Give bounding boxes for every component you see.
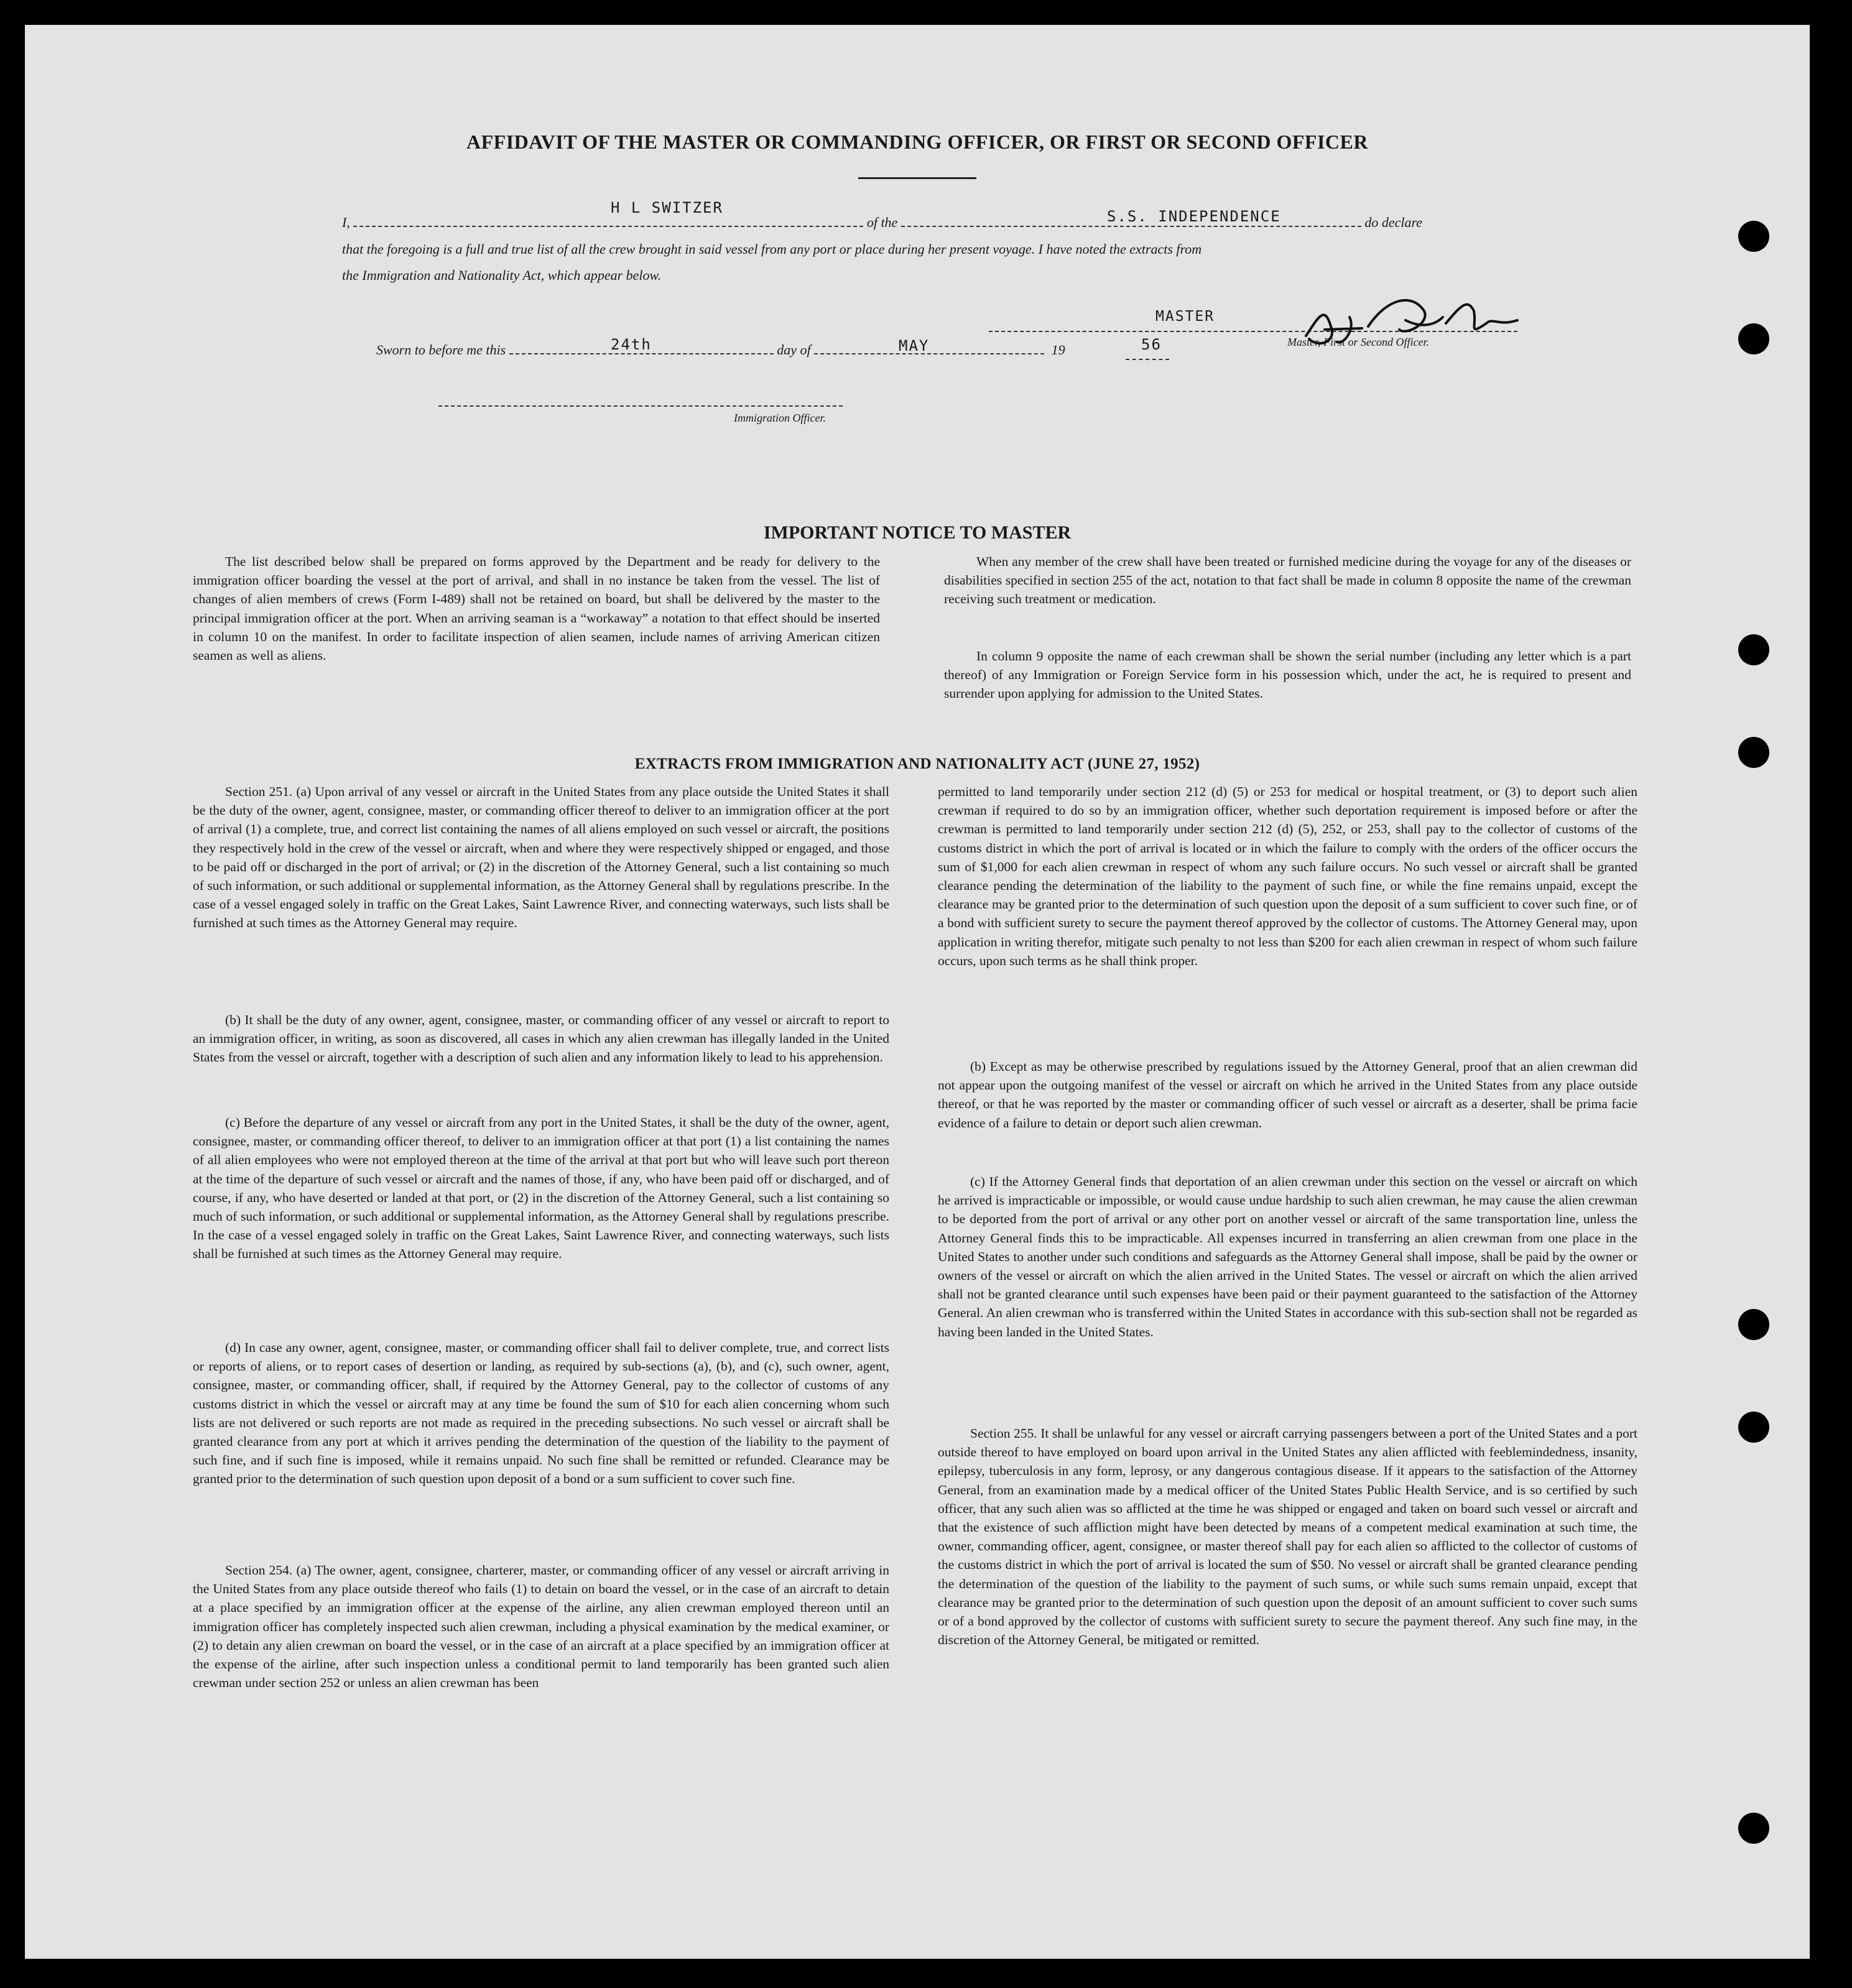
document-page — [25, 25, 1810, 1959]
binder-hole — [1738, 221, 1769, 252]
binder-hole — [1738, 323, 1769, 354]
affidavit-title: AFFIDAVIT OF THE MASTER OR COMMANDING OFFICER, OR FIRST OR SECOND OFFICER — [466, 131, 1368, 153]
section-251b: (b) It shall be the duty of any owner, agent, consignee, master, or commanding officer of any vessel or aircraft to report to an immigration officer, in writing, as soon as discovered, all cases in which any alien crewman has illegally landed in the United States from the vessel or aircraft, together with a description of such alien and any information likely to lead to his apprehension. — [193, 1012, 889, 1065]
vessel-name-field: S.S. INDEPENDENCE — [1107, 208, 1281, 225]
extracts-title: EXTRACTS FROM IMMIGRATION AND NATIONALITY ACT (JUNE 27, 1952) — [634, 756, 1200, 772]
binder-hole — [1738, 634, 1769, 665]
rank-field: MASTER — [1155, 308, 1215, 325]
vessel-blank — [901, 226, 1361, 227]
sworn-line — [376, 342, 1247, 358]
year-prefix: 19 — [1051, 342, 1065, 358]
notice-left-paragraph: The list described below shall be prepared on forms approved by the Department and be ready for delivery to the immigration officer boarding the vessel at the port of arrival, and shall in no instance be taken from the vessel. The list of changes of alien members of crews (Form I-489) shall not be retained on board, but shall be delivered by the master to the principal immigration officer at the port. When an arriving seaman is a “workaway” a notation to that effect should be inserted in column 10 on the manifest. In order to facilitate inspection of alien seamen, include names of arriving American citizen seamen as well as aliens. — [193, 554, 880, 663]
of-the-label: of the — [866, 215, 898, 230]
section-254c: (c) If the Attorney General finds that deportation of an alien crewman under this section on the vessel or aircraft on which he arrived is impracticable or impossible, or would cause undue hardship to such alien crewman, he may cause the alien crewman to be deported from the port of arrival or any other port on another vessel or aircraft of the same transportation line, unless the Attorney General finds this to be impracticable. All expenses incurred in transferring an alien crewman from one place in the United States to another under such conditions and safeguards as the Attorney General shall impose, shall be paid by the owner or owners of the vessel or aircraft on which the alien arrived in the United States. The vessel or aircraft on which the alien arrived shall not be granted clearance until such expenses have been paid or their payment guaranteed to the satisfaction of the Attorney General. An alien crewman who is transferred within the United States in accordance with this sub-section shall not be regarded as having been landed in the United States. — [938, 1174, 1637, 1339]
section-254a: Section 254. (a) The owner, agent, consignee, charterer, master, or commanding officer of any vessel or aircraft arriving in the United States from any place outside thereof who fails (1) to detain on board the vessel, or in the case of an aircraft to detain at a place specified by an immigration officer at the expense of the airline, any alien crewman employed thereon until an immigration officer has completely inspected such alien crewman, including a physical examination by the medical examiner, or (2) to detain any alien crewman on board the vessel, or in the case of an aircraft at a place specified by an immigration officer at the expense of the airline, after such inspection unless a conditional permit to land temporarily has been granted such alien crewman under section 252 or unless an alien crewman has been — [193, 1563, 889, 1691]
signature-caption: Master, First or Second Officer. — [1287, 336, 1429, 348]
statement-line-1: that the foregoing is a full and true list of all the crew brought in said vessel from any port or place during her present voyage. I have noted the extracts from — [342, 241, 1202, 257]
day-of-label: day of — [777, 342, 811, 358]
sworn-day-field: 24th — [611, 336, 652, 353]
binder-hole — [1738, 1309, 1769, 1340]
do-declare-label: do declare — [1364, 215, 1422, 230]
section-251c: (c) Before the departure of any vessel or aircraft from any port in the United States, it shall be the duty of the owner, agent, consignee, master, or commanding officer thereof, to deliver to an immigration officer at that port (1) a list containing the names of all alien employees who were not employed thereon at the time of the arrival at that port but who will leave such port thereon at the time of the departure of such vessel or aircraft and the names of those, if any, who have been paid off or discharged, and of course, if any, who have deserted or landed at that port, or (2) in the discretion of the Attorney General, such a list containing so much of such information, or such additional or supplemental information, as the Attorney General shall by regulations prescribe. In the case of a vessel engaged solely in traffic on the Great Lakes, Saint Lawrence River, and connecting waterways, such lists shall be furnished at such times as the Attorney General may require. — [193, 1115, 889, 1262]
declaration-line — [342, 215, 1542, 231]
handwritten-signature — [1281, 292, 1542, 367]
officer-caption: Immigration Officer. — [734, 412, 826, 424]
section-251a: Section 251. (a) Upon arrival of any vessel or aircraft in the United States from any place outside the United States it shall be the duty of the owner, agent, consignee, master, or commanding officer thereof to deliver to an immigration officer at the port of arrival (1) a complete, true, and correct list containing the names of all aliens employed on such vessel or aircraft, the positions they respectively hold in the crew of the vessel or aircraft, when and where they were respectively shipped or engaged, and those to be paid off or discharged in the port of arrival; or (2) in the discretion of the Attorney General, such a list containing so much of such information, or such additional or supplemental information, as the Attorney General shall by regulations prescribe. In the case of a vessel engaged solely in traffic on the Great Lakes, Saint Lawrence River, and connecting waterways, such lists shall be furnished at such times as the Attorney General may require. — [193, 784, 889, 931]
day-blank — [509, 353, 774, 354]
name-blank — [353, 226, 863, 227]
section-255: Section 255. It shall be unlawful for any vessel or aircraft carrying passengers between a port of the United States and a port outside thereof to have employed on board upon arrival in the United States any alien afflicted with feeblemindedness, insanity, epilepsy, tuberculosis in any form, leprosy, or any dangerous contagious disease. If it appears to the satisfaction of the Attorney General, from an examination made by a medical officer of the United States Public Health Service, and is so certified by such officer, that any such alien was so afflicted at the time he was shipped or engaged and taken on board such vessel or aircraft and that the existence of such affliction might have been detected by means of a competent medical examination at such time, the owner, commanding officer, agent, consignee, or master thereof shall pay for each alien so afflicted to the collector of customs of the customs district in which the port of arrival is located the sum of $50. No vessel or aircraft shall be granted clearance pending the determination of the question of the liability to the payment of such sums, or while such sums remain unpaid, except that clearance may be granted prior to the determination of such question upon the deposit of an amount sufficient to cover such sums or of a bond approved by the collector of customs with sufficient surety to secure the payment thereof. Any such fine may, in the discretion of the Attorney General, be mitigated or remitted. — [938, 1426, 1637, 1648]
notice-right-paragraph-1: When any member of the crew shall have been treated or furnished medicine during the voyage for any of the diseases or disabilities specified in section 255 of the act, notation to that fact shall be made in column 8 opposite the name of the crewman receiving such treatment or medication. — [944, 554, 1631, 607]
binder-hole — [1738, 1813, 1769, 1844]
notice-title: IMPORTANT NOTICE TO MASTER — [763, 522, 1072, 543]
i-label: I, — [342, 215, 350, 230]
sworn-label: Sworn to before me this — [376, 342, 506, 358]
binder-hole — [1738, 1412, 1769, 1443]
officer-signature-line — [438, 405, 843, 407]
master-name-field: H L SWITZER — [611, 199, 723, 216]
statement-line-2: the Immigration and Nationality Act, which appear below. — [342, 267, 662, 283]
title-rule — [858, 177, 976, 179]
sworn-year-field: 56 — [1141, 336, 1162, 353]
section-254b: (b) Except as may be otherwise prescribed by regulations issued by the Attorney General, proof that an alien crewman did not appear upon the outgoing manifest of the vessel or aircraft on which he arrived in the United States from any place outside thereof, or that he was reported by the master or commanding officer of such vessel or aircraft as a deserter, shall be prima facie evidence of a failure to detain or deport such alien crewman. — [938, 1059, 1637, 1130]
section-254a-continued: permitted to land temporarily under section 212 (d) (5) or 253 for medical or hospital treatment, or (3) to deport such alien crewman if required to do so by an immigration officer, whether such deportation requirement is imposed before or after the crewman is permitted to land temporarily under section 212 (d) (5), 252, or 253, shall pay to the collector of customs of the customs district in which the port of arrival is located or in which the failure to comply with the orders of the officer occurs the sum of $1,000 for each alien crewman in respect of whom any such failure occurs. No such vessel or aircraft shall be granted clearance pending the determination of the liability to the payment of such fine, or while the fine remains unpaid, except the clearance may be granted prior to the determination of such question upon the deposit of a sum sufficient to cover such fine, or of a bond with sufficient surety to secure the payment thereof approved by the collector of customs. The Attorney General may, upon application in writing therefor, mitigate such penalty to not less than $200 for each alien crewman in respect of whom such failure occurs, upon such terms as he shall think proper. — [938, 784, 1637, 968]
section-251d: (d) In case any owner, agent, consignee, master, or commanding officer shall fail to deliver complete, true, and correct lists or reports of aliens, or to report cases of desertion or landing, as required by sub-sections (a), (b), and (c), such owner, agent, consignee, master, or commanding officer, shall, if required by the Attorney General, pay to the collector of customs of any customs district in which the vessel or aircraft may at any time be found the sum of $10 for each alien concerning whom such lists are not delivered or such reports are not made as required in the preceding subsections. No such vessel or aircraft shall be granted clearance from any port at which it arrives pending the determination of the question of the liability to the payment of such fine, and if such fine is imposed, while it remains unpaid. No such fine shall be remitted or refunded. Clearance may be granted prior to the determination of such question upon deposit of a bond or a sum sufficient to cover such fine. — [193, 1340, 889, 1487]
notice-right-paragraph-2: In column 9 opposite the name of each crewman shall be shown the serial number (including any letter which is a part thereof) of any Immigration or Foreign Service form in his possession which, under the act, he is required to present and surrender upon applying for admission to the United States. — [944, 649, 1631, 701]
sworn-month-field: MAY — [899, 337, 930, 354]
year-underline — [1126, 359, 1169, 360]
